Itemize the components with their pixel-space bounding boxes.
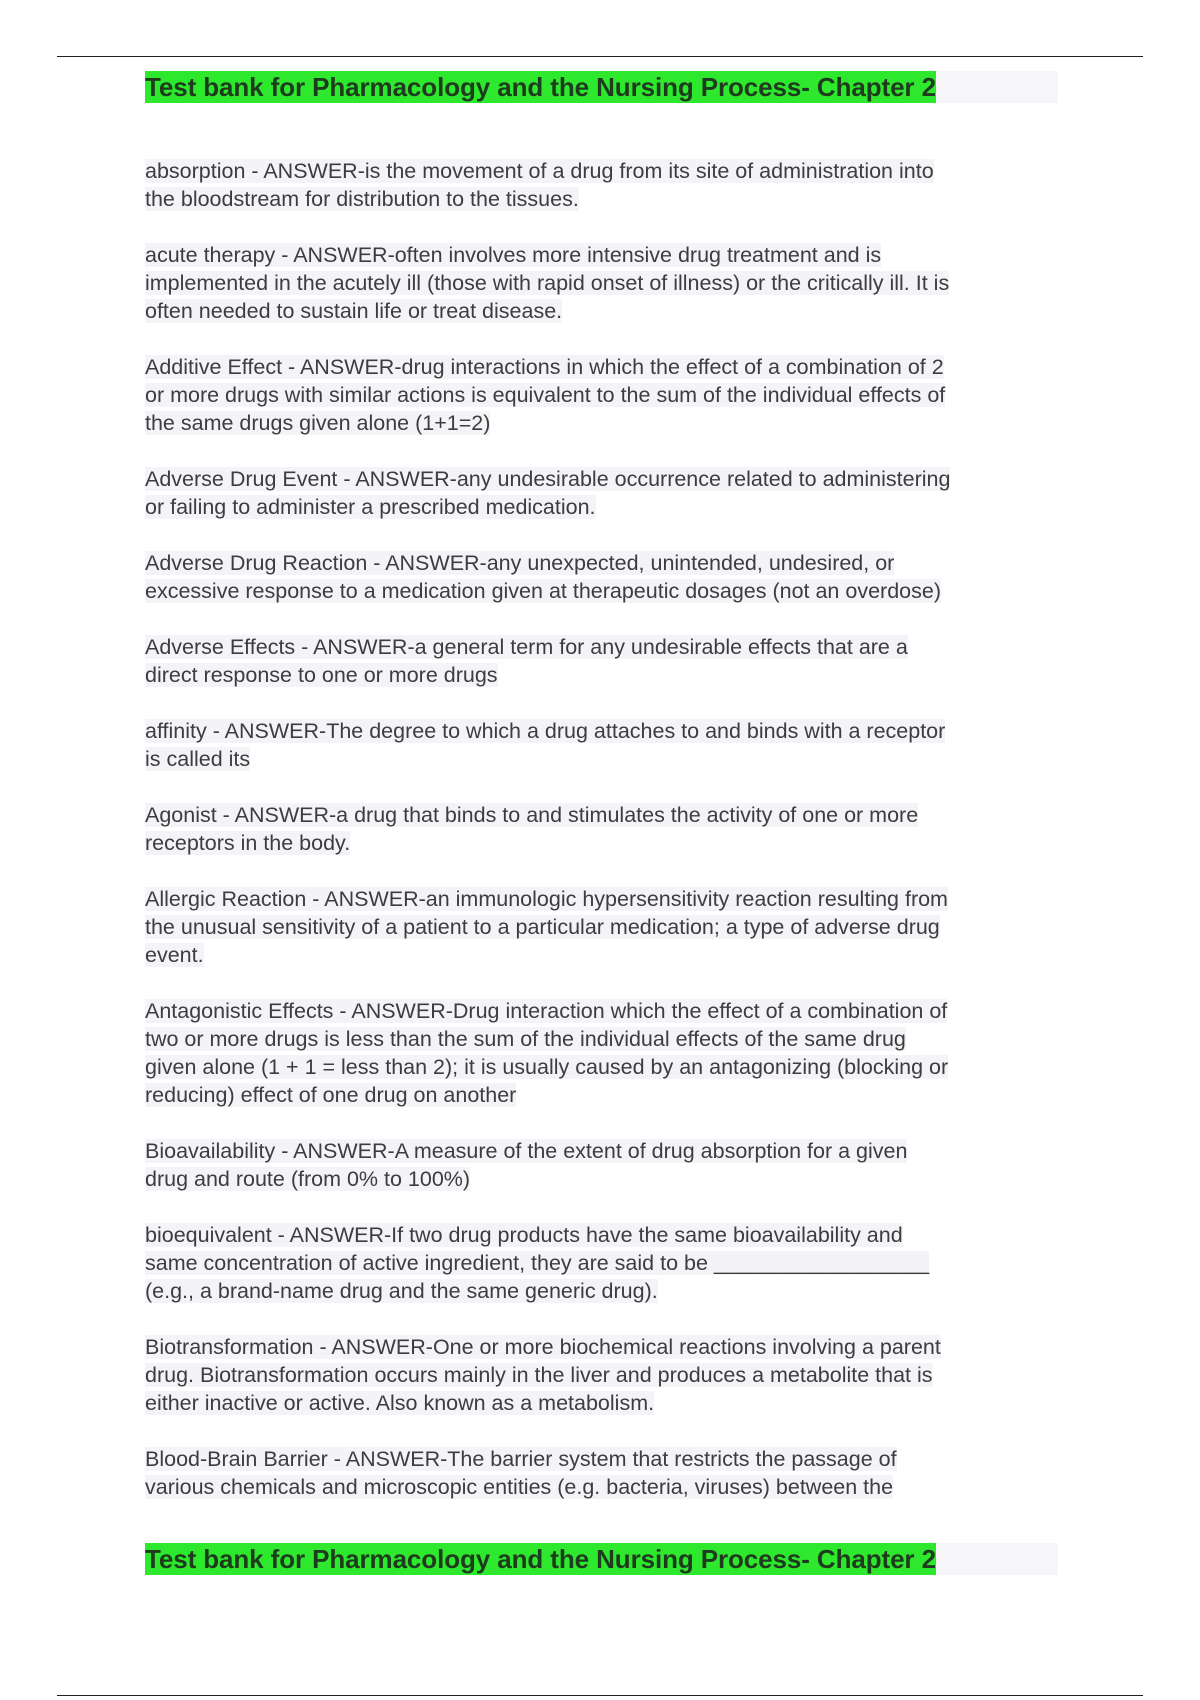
entry-line	[145, 241, 1065, 269]
entry-line-text: is called its	[145, 747, 251, 771]
entry-line-text: same concentration of active ingredient, they are said to be __________________	[145, 1251, 930, 1275]
entry-line	[145, 1333, 1065, 1361]
glossary-entry	[145, 633, 1065, 689]
entry-line-text: given alone (1 + 1 = less than 2); it is usually caused by an antagonizing (blocking or	[145, 1055, 949, 1079]
entry-line-text: the same drugs given alone (1+1=2)	[145, 411, 491, 435]
glossary-list	[145, 157, 1065, 1529]
entry-line	[145, 1389, 1065, 1417]
entry-line-text: bioequivalent - ANSWER-If two drug products have the same bioavailability and	[145, 1223, 903, 1247]
entry-line	[145, 1053, 1065, 1081]
entry-line	[145, 465, 1065, 493]
page-header	[145, 71, 1058, 103]
entry-line-text: (e.g., a brand-name drug and the same generic drug).	[145, 1279, 658, 1303]
entry-line-text: drug. Biotransformation occurs mainly in the liver and produces a metabolite that is	[145, 1363, 933, 1387]
glossary-entry	[145, 1333, 1065, 1417]
entry-line	[145, 549, 1065, 577]
header-title: Test bank for Pharmacology and the Nursing Process- Chapter 2	[145, 72, 936, 102]
entry-line	[145, 1277, 1065, 1305]
entry-line-text: Adverse Drug Event - ANSWER-any undesirable occurrence related to administering	[145, 467, 951, 491]
entry-line	[145, 829, 1065, 857]
entry-line	[145, 1137, 1065, 1165]
entry-line	[145, 997, 1065, 1025]
entry-line-text: absorption - ANSWER-is the movement of a drug from its site of administration into	[145, 159, 934, 183]
entry-line	[145, 1361, 1065, 1389]
entry-line-text: direct response to one or more drugs	[145, 663, 498, 687]
entry-line	[145, 577, 1065, 605]
glossary-entry	[145, 801, 1065, 857]
glossary-entry	[145, 465, 1065, 521]
entry-line	[145, 1445, 1065, 1473]
entry-line	[145, 157, 1065, 185]
glossary-entry	[145, 1445, 1065, 1501]
entry-line	[145, 913, 1065, 941]
entry-line-text: affinity - ANSWER-The degree to which a drug attaches to and binds with a receptor	[145, 719, 946, 743]
entry-line-text: the bloodstream for distribution to the tissues.	[145, 187, 579, 211]
glossary-entry	[145, 1137, 1065, 1193]
entry-line-text: Blood-Brain Barrier - ANSWER-The barrier system that restricts the passage of	[145, 1447, 897, 1471]
glossary-entry	[145, 885, 1065, 969]
entry-line-text: reducing) effect of one drug on another	[145, 1083, 517, 1107]
glossary-entry	[145, 549, 1065, 605]
entry-line	[145, 1221, 1065, 1249]
entry-line	[145, 941, 1065, 969]
entry-line	[145, 381, 1065, 409]
entry-line	[145, 269, 1065, 297]
entry-line-text: Bioavailability - ANSWER-A measure of the extent of drug absorption for a given	[145, 1139, 908, 1163]
entry-line-text: the unusual sensitivity of a patient to a particular medication; a type of adverse drug	[145, 915, 940, 939]
entry-line-text: Biotransformation - ANSWER-One or more biochemical reactions involving a parent	[145, 1335, 941, 1359]
glossary-entry	[145, 1221, 1065, 1305]
entry-line	[145, 633, 1065, 661]
entry-line-text: Antagonistic Effects - ANSWER-Drug interaction which the effect of a combination of	[145, 999, 948, 1023]
page-footer	[145, 1543, 1058, 1575]
entry-line	[145, 661, 1065, 689]
entry-line	[145, 801, 1065, 829]
glossary-entry	[145, 353, 1065, 437]
top-rule	[57, 56, 1143, 57]
entry-line	[145, 717, 1065, 745]
entry-line	[145, 353, 1065, 381]
entry-line	[145, 1165, 1065, 1193]
entry-line	[145, 1249, 1065, 1277]
entry-line-text: event.	[145, 943, 204, 967]
entry-line-text: Agonist - ANSWER-a drug that binds to and stimulates the activity of one or more	[145, 803, 919, 827]
glossary-entry	[145, 997, 1065, 1109]
entry-line	[145, 409, 1065, 437]
entry-line-text: often needed to sustain life or treat disease.	[145, 299, 563, 323]
footer-title: Test bank for Pharmacology and the Nursing Process- Chapter 2	[145, 1544, 936, 1574]
entry-line	[145, 745, 1065, 773]
bottom-rule	[57, 1695, 1143, 1696]
entry-line-text: two or more drugs is less than the sum of the individual effects of the same drug	[145, 1027, 906, 1051]
entry-line	[145, 885, 1065, 913]
entry-line-text: drug and route (from 0% to 100%)	[145, 1167, 471, 1191]
entry-line-text: acute therapy - ANSWER-often involves more intensive drug treatment and is	[145, 243, 882, 267]
entry-line	[145, 297, 1065, 325]
entry-line	[145, 185, 1065, 213]
entry-line-text: various chemicals and microscopic entities (e.g. bacteria, viruses) between the	[145, 1475, 894, 1499]
entry-line-text: receptors in the body.	[145, 831, 351, 855]
entry-line-text: Adverse Drug Reaction - ANSWER-any unexpected, unintended, undesired, or	[145, 551, 895, 575]
entry-line	[145, 1025, 1065, 1053]
entry-line-text: either inactive or active. Also known as a metabolism.	[145, 1391, 655, 1415]
entry-line	[145, 493, 1065, 521]
entry-line-text: Allergic Reaction - ANSWER-an immunologic hypersensitivity reaction resulting from	[145, 887, 948, 911]
glossary-entry	[145, 157, 1065, 213]
entry-line-text: implemented in the acutely ill (those with rapid onset of illness) or the critically ill. It is	[145, 271, 950, 295]
entry-line-text: Adverse Effects - ANSWER-a general term for any undesirable effects that are a	[145, 635, 908, 659]
entry-line-text: Additive Effect - ANSWER-drug interactions in which the effect of a combination of 2	[145, 355, 944, 379]
glossary-entry	[145, 241, 1065, 325]
entry-line-text: excessive response to a medication given at therapeutic dosages (not an overdose)	[145, 579, 941, 603]
entry-line	[145, 1081, 1065, 1109]
entry-line	[145, 1473, 1065, 1501]
glossary-entry	[145, 717, 1065, 773]
entry-line-text: or failing to administer a prescribed medication.	[145, 495, 596, 519]
entry-line-text: or more drugs with similar actions is equivalent to the sum of the individual effects of	[145, 383, 946, 407]
